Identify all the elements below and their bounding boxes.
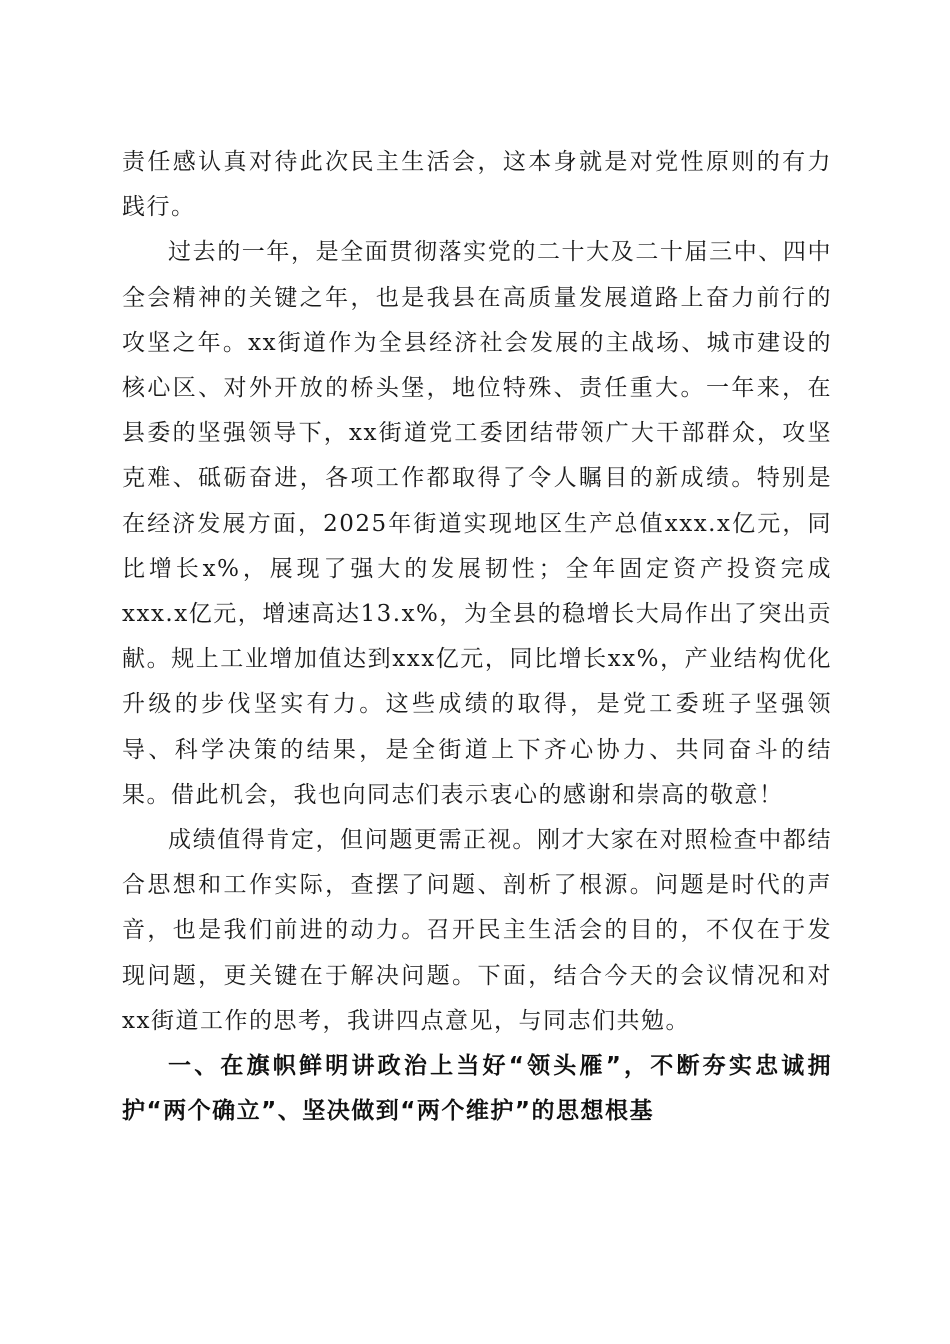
paragraph-review: 过去的一年，是全面贯彻落实党的二十大及二十届三中、四中全会精神的关键之年，也是我县在高质量发展道路上奋力前行的攻坚之年。xx街道作为全县经济社会发展的主战场、城市建设的核心区、对外开放的桥头堡，地位特殊、责任重大。一年来，在县委的坚强领导下，xx街道党工委团结带领广大干部群众，攻坚克难、砥砺奋进，各项工作都取得了令人瞩目的新成绩。特别是在经济发展方面，2025年街道实现地区生产总值xxx.x亿元，同比增长x%，展现了强大的发展韧性；全年固定资产投资完成xxx.x亿元，增速高达13.x%，为全县的稳增长大局作出了突出贡献。规上工业增加值达到xxx亿元，同比增长xx%，产业结构优化升级的步伐坚实有力。这些成绩的取得，是党工委班子坚强领导、科学决策的结果，是全街道上下齐心协力、共同奋斗的结果。借此机会，我也向同志们表示衷心的感谢和崇高的敬意！ [122,239,832,808]
section-heading: 一、在旗帜鲜明讲政治上当好“领头雁”，不断夯实忠诚拥护“两个确立”、坚决做到“两个维护”的思想根基 [122,1053,832,1125]
paragraph-continuation: 责任感认真对待此次民主生活会，这本身就是对党性原则的有力践行。 [122,149,832,221]
document-body [122,140,832,1134]
paragraph-problems: 成绩值得肯定，但问题更需正视。刚才大家在对照检查中都结合思想和工作实际，查摆了问题、剖析了根源。问题是时代的声音，也是我们前进的动力。召开民主生活会的目的，不仅在于发现问题，更关键在于解决问题。下面，结合今天的会议情况和对xx街道工作的思考，我讲四点意见，与同志们共勉。 [122,827,832,1034]
